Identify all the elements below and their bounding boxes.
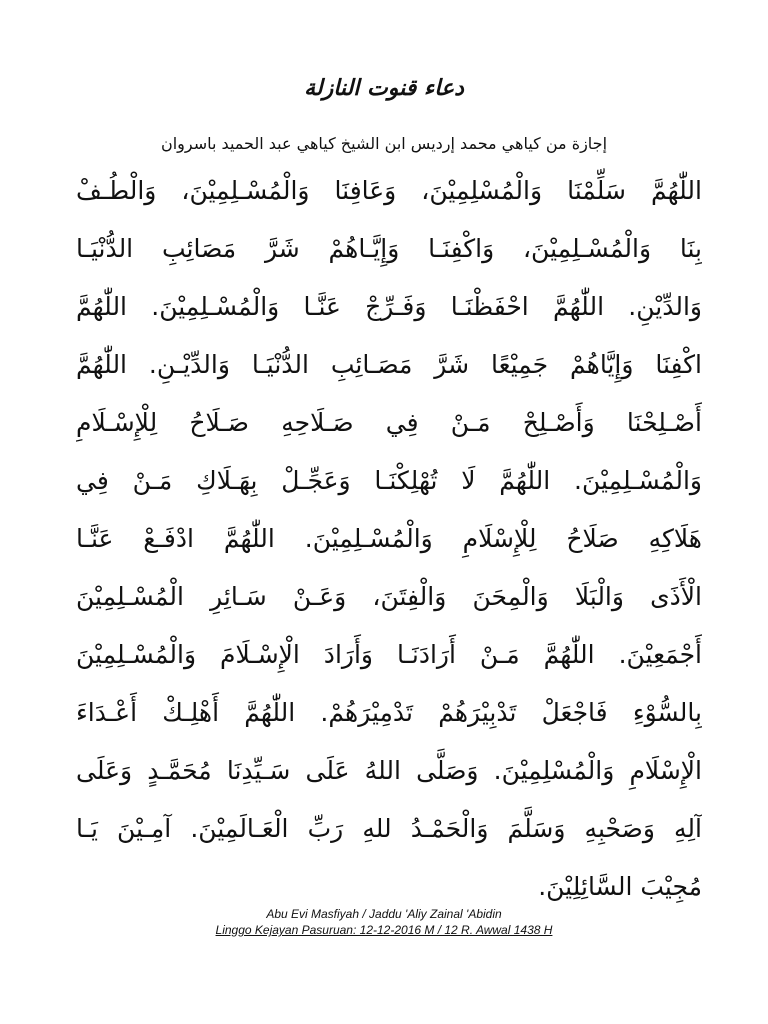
prayer-title: دعاء قنوت النازلة — [304, 76, 464, 101]
prayer-line-4: اكْفِنَا وَإِيَّاهُمْ جَمِيْعًا شَرَّ مَصَـائِبِ الدُّنْيَـا وَالدِّيْـنِ. اللّٰهُمَّ — [76, 350, 702, 379]
prayer-line-10: بِالسُّوْءِ فَاجْعَلْ تَدْبِيْرَهُمْ تَدْمِيْرَهُمْ. اللّٰهُمَّ أَهْلِـكْ أَعْـدَاءَ — [76, 698, 702, 727]
prayer-line-6: وَالْمُسْـلِمِيْنَ. اللّٰهُمَّ لَا تُهْلِكْنَـا وَعَجِّـلْ بِهَـلَاكِ مَـنْ فِي — [76, 466, 702, 495]
prayer-line-2: بِنَا وَالْمُسْـلِمِيْنَ، وَاكْفِنَـا وَإِيَّـاهُمْ شَرَّ مَصَائِبِ الدُّنْيَـا — [76, 234, 702, 263]
prayer-line-1: اللّٰهُمَّ سَلِّمْنَا وَالْمُسْلِمِيْنَ، وَعَافِنَا وَالْمُسْـلِمِيْنَ، وَالْطُـفْ — [76, 176, 702, 205]
footer-place-date: Linggo Kejayan Pasuruan: 12-12-2016 M / 12 R. Awwal 1438 H — [215, 923, 553, 937]
footer-author: Abu Evi Masfiyah / Jaddu 'Aliy Zainal 'Abidin — [266, 907, 502, 921]
prayer-line-7: هَلَاكِهِ صَلَاحُ لِلْإِسْلَامِ وَالْمُسْـلِمِيْنَ. اللّٰهُمَّ ادْفَـعْ عَنَّـا — [76, 524, 702, 553]
prayer-line-12: آلِهِ وَصَحْبِهِ وَسَلَّمَ وَالْحَمْـدُ للهِ رَبِّ الْعَـالَمِيْنَ. آمِـيْنَ يَـا — [76, 814, 702, 843]
prayer-line-13: مُجِيْبَ السَّائِلِيْنَ. — [538, 872, 702, 901]
prayer-line-5: أَصْـلِحْنَا وَأَصْـلِحْ مَـنْ فِي صَـلَاحِهِ صَـلَاحُ لِلْإِسْـلَامِ — [76, 408, 702, 437]
footer — [0, 906, 768, 938]
prayer-line-9: أَجْمَعِيْنَ. اللّٰهُمَّ مَـنْ أَرَادَنَـا وَأَرَادَ الْإِسْـلَامَ وَالْمُسْـلِمِيْنَ — [76, 640, 702, 669]
prayer-line-11: الْإِسْلَامِ وَالْمُسْلِمِيْنَ. وَصَلَّى اللهُ عَلَى سَـيِّدِنَا مُحَمَّـدٍ وَعَلَى — [76, 756, 702, 785]
ijazah-line: إجازة من كياهي محمد إرديس ابن الشيخ كياهي عبد الحميد باسروان — [160, 134, 608, 153]
prayer-line-8: الْأَذَى وَالْبَلَا وَالْمِحَنَ وَالْفِتَنَ، وَعَـنْ سَـائِرِ الْمُسْـلِمِيْنَ — [76, 582, 702, 611]
prayer-body — [76, 162, 702, 916]
prayer-line-3: وَالدِّيْنِ. اللّٰهُمَّ احْفَظْنَـا وَفَـرِّجْ عَنَّـا وَالْمُسْـلِمِيْنَ. اللّٰهُمَّ — [76, 292, 702, 321]
